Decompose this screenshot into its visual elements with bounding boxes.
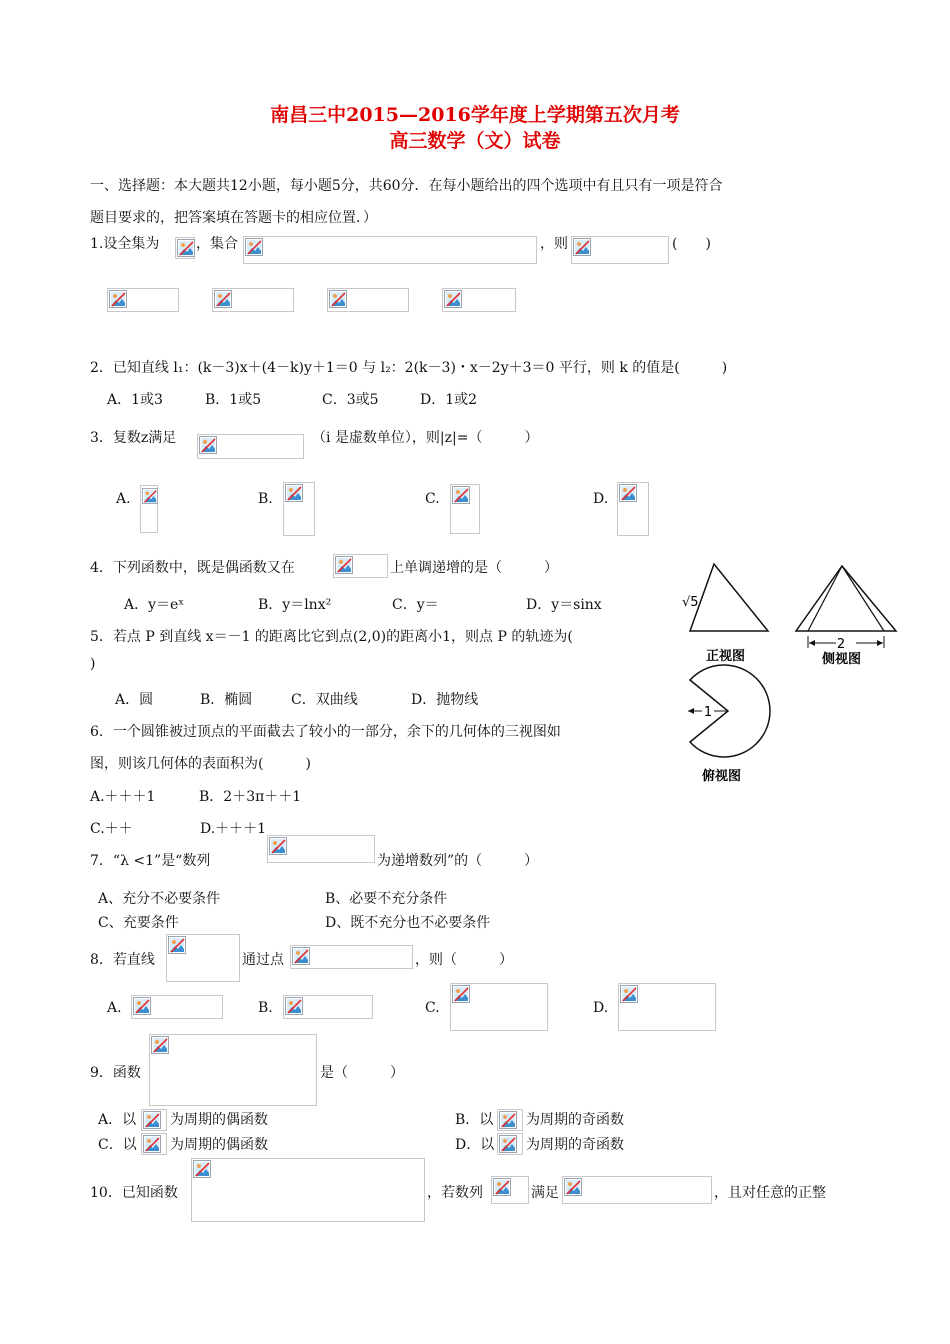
q3-text-a: 3．复数z满足 [90,430,177,446]
q6-stem-line1: 6．一个圆锥被过顶点的平面截去了较小的一部分，余下的几何体的三视图如 [90,724,561,740]
option-image [131,995,223,1019]
broken-image-icon [499,1135,517,1153]
q9-option-d-pre: D．以 [455,1137,495,1153]
broken-image-icon [329,290,347,308]
broken-image-icon [335,556,353,574]
q8-text-a: 8．若直线 [90,952,155,968]
q7-option-d: D、既不充分也不必要条件 [325,915,491,931]
q7-option-a: A、充分不必要条件 [98,891,221,907]
q6-stem-line2: 图，则该几何体的表面积为( ) [90,756,311,772]
page-subtitle: 高三数学（文）试卷 [389,130,561,152]
q8-option-a: A. [107,1000,122,1016]
three-view-figure [672,556,912,788]
option-image [141,1133,167,1155]
q3-option-c: C. [425,491,440,507]
broken-image-icon [285,484,303,502]
q7-text-a: 7．“λ <1”是“数列 [90,853,211,869]
q9-text-b: 是（ ） [320,1065,404,1081]
q8-option-d: D. [593,1000,609,1016]
option-image [617,482,649,536]
q4-text-b: 上单调递增的是（ ） [390,560,558,576]
option-image [497,1109,523,1131]
formula-image [290,945,413,969]
q2-option-d: D．1或2 [420,392,478,408]
formula-image [243,236,537,264]
q8-option-b: B. [258,1000,273,1016]
q8-text-b: 通过点 [242,952,284,968]
q9-option-c-post: 为周期的偶函数 [170,1137,268,1153]
front-view [690,564,768,631]
broken-image-icon [151,1036,169,1054]
option-image [618,983,716,1031]
q2-stem: 2．已知直线 l₁：(k－3)x＋(4－k)y＋1＝0 与 l₂：2(k－3)・x－2y＋3＝0 平行，则 k 的值是( ) [90,360,728,376]
q9-text-a: 9．函数 [90,1065,141,1081]
q1-text-a: 1.设全集为 [90,236,160,252]
q3-option-d: D. [593,491,609,507]
q4-option-d: D．y＝sinx [526,597,602,613]
q1-text-b: ，集合 [196,236,238,252]
formula-image [175,237,195,259]
option-image [283,482,315,536]
q10-text-d: ，且对任意的正整 [714,1185,826,1201]
formula-image [267,835,375,863]
q1-text-d: ( ) [672,236,711,252]
q7-option-b: B、必要不充分条件 [325,891,448,907]
q2-option-c: C．3或5 [322,392,379,408]
top-view-radius-label: 1 [703,705,713,720]
option-image [442,288,516,312]
option-image [212,288,294,312]
formula-image [149,1034,317,1106]
broken-image-icon [199,436,217,454]
q8-text-c: ，则（ ） [415,952,513,968]
option-image [450,484,480,534]
q9-option-c-pre: C．以 [98,1137,137,1153]
option-image [140,485,158,533]
q7-text-b: 为递增数列”的（ ） [377,853,539,869]
q4-text-a: 4．下列函数中，既是偶函数又在 [90,560,295,576]
top-view [688,665,770,757]
broken-image-icon [444,290,462,308]
q4-option-b: B．y＝lnx² [258,597,332,613]
q3-text-b: （i 是虚数单位），则|z|=（ ） [312,430,539,446]
q8-option-c: C. [425,1000,440,1016]
formula-image [571,236,669,264]
broken-image-icon [142,487,158,505]
broken-image-icon [133,997,151,1015]
option-image [327,288,409,312]
broken-image-icon [452,985,470,1003]
top-view-label: 俯视图 [702,769,742,784]
q10-text-c: 满足 [531,1185,559,1201]
formula-image [197,434,304,459]
q3-option-a: A. [116,491,131,507]
q9-option-a-post: 为周期的偶函数 [170,1112,268,1128]
q10-text-a: 10．已知函数 [90,1185,178,1201]
q4-option-c: C．y＝ [392,597,439,613]
formula-image [191,1158,425,1222]
broken-image-icon [269,837,287,855]
q5-stem-line1: 5．若点 P 到直线 x＝－1 的距离比它到点(2,0)的距离小1，则点 P 的轨迹为( [90,629,573,645]
broken-image-icon [564,1178,582,1196]
side-view [796,566,896,648]
option-image [107,288,179,312]
section-instructions-line2: 题目要求的，把答案填在答题卡的相应位置．） [90,210,377,226]
formula-image [562,1176,712,1204]
q6-option-a: A.＋＋＋1 [90,789,156,805]
q5-option-a: A．圆 [115,692,154,708]
broken-image-icon [177,239,195,257]
page-title: 南昌三中2015—2016学年度上学期第五次月考 [270,104,680,126]
formula-image [166,934,240,982]
formula-image [491,1176,529,1204]
broken-image-icon [619,484,637,502]
q2-option-b: B．1或5 [205,392,262,408]
q5-option-d: D．抛物线 [411,692,479,708]
broken-image-icon [143,1135,161,1153]
broken-image-icon [168,936,186,954]
broken-image-icon [452,486,470,504]
broken-image-icon [193,1160,211,1178]
option-image [450,983,548,1031]
broken-image-icon [109,290,127,308]
q9-option-d-post: 为周期的奇函数 [526,1137,624,1153]
q5-option-b: B．椭圆 [200,692,253,708]
broken-image-icon [285,997,303,1015]
broken-image-icon [214,290,232,308]
option-image [141,1109,167,1131]
broken-image-icon [245,238,263,256]
side-view-label: 侧视图 [822,652,862,667]
q9-option-a-pre: A．以 [98,1112,137,1128]
option-image [497,1133,523,1155]
side-view-width-label: 2 [836,637,846,652]
option-image [283,995,373,1019]
q6-option-b: B．2＋3π＋＋1 [199,789,302,805]
broken-image-icon [493,1178,511,1196]
q6-option-d: D.＋＋＋1 [200,821,267,837]
broken-image-icon [573,238,591,256]
broken-image-icon [292,947,310,965]
front-view-side-label: √5 [682,595,699,610]
q5-option-c: C．双曲线 [291,692,358,708]
q2-option-a: A．1或3 [107,392,163,408]
q7-option-c: C、充要条件 [98,915,179,931]
section-instructions-line1: 一、选择题：本大题共12小题，每小题5分，共60分．在每小题给出的四个选项中有且只有一项是符合 [90,178,723,194]
q5-stem-line2: ) [90,656,96,672]
q9-option-b-post: 为周期的奇函数 [526,1112,624,1128]
broken-image-icon [143,1111,161,1129]
q6-option-c: C.＋＋ [90,821,133,837]
q1-text-c: ，则 [540,236,568,252]
q3-option-b: B. [258,491,273,507]
formula-image [333,554,388,578]
q4-option-a: A．y＝eˣ [124,597,185,613]
q9-option-b-pre: B．以 [455,1112,494,1128]
front-view-label: 正视图 [706,649,746,664]
broken-image-icon [499,1111,517,1129]
broken-image-icon [620,985,638,1003]
q10-text-b: ，若数列 [427,1185,483,1201]
